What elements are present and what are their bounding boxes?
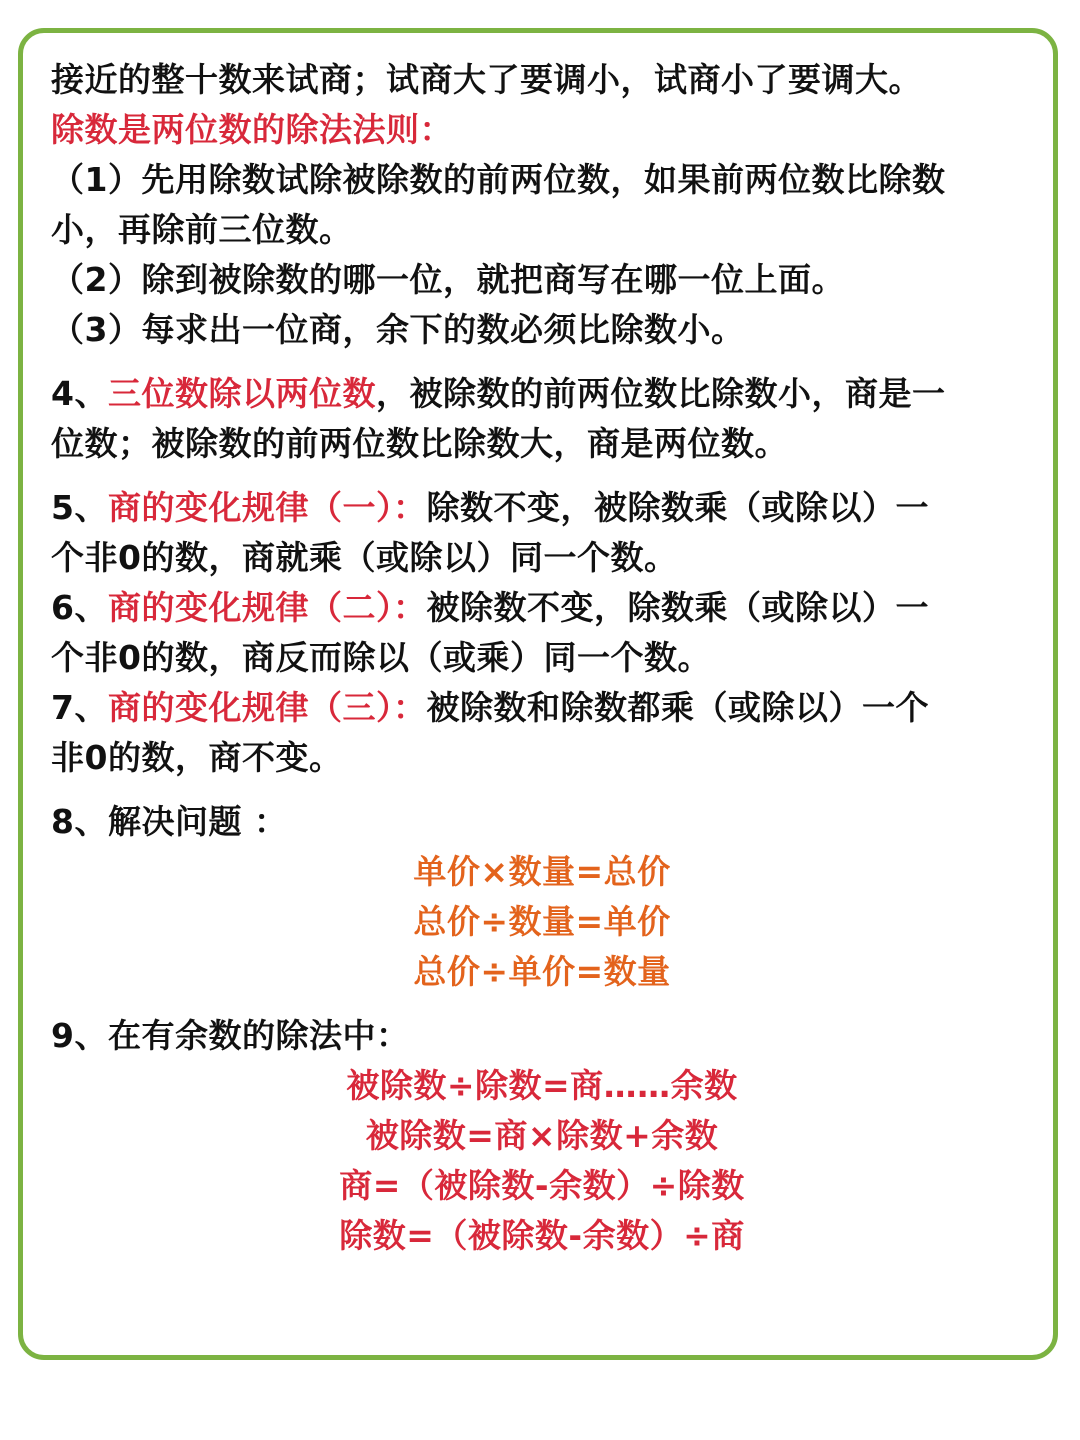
- point-4-line-2: 位数；被除数的前两位数比除数大，商是两位数。: [51, 424, 788, 463]
- rule-1-line-1: （1）先用除数试除被除数的前两位数，如果前两位数比除数: [51, 160, 946, 199]
- point-7-highlight: 商的变化规律（三）：: [107, 688, 427, 727]
- point-6-line-1: [51, 583, 1033, 633]
- rule-3: （3）每求出一位商，余下的数必须比除数小。: [51, 310, 745, 349]
- point-5-text: 除数不变，被除数乘（或除以）一: [426, 488, 929, 527]
- point-7-text: 被除数和除数都乘（或除以）一个: [426, 688, 929, 727]
- point-7-line-1: [51, 683, 1033, 733]
- point-8-heading: 8、解决问题 ：: [51, 802, 288, 841]
- formula-quantity: 总价÷单价=数量: [413, 952, 671, 991]
- formula-unit-price: 总价÷数量=单价: [413, 902, 671, 941]
- point-9-heading: 9、在有余数的除法中：: [51, 1016, 410, 1055]
- formula-divisor: 除数=（被除数-余数）÷商: [339, 1216, 745, 1255]
- formula-quotient: 商=（被除数-余数）÷除数: [339, 1166, 745, 1205]
- point-6-line-2: 个非0的数，商反而除以（或乘）同一个数。: [51, 638, 711, 677]
- rule-2: （2）除到被除数的哪一位，就把商写在哪一位上面。: [51, 260, 845, 299]
- point-6-text: 被除数不变，除数乘（或除以）一: [426, 588, 929, 627]
- point-4-text: ，被除数的前两位数比除数小，商是一: [375, 374, 946, 413]
- point-5-line-1: [51, 483, 1033, 533]
- notes-content: [51, 55, 1033, 1261]
- point-4-number: 4、: [51, 374, 108, 413]
- point-7-number: 7、: [51, 688, 108, 727]
- rule-1-line-2: 小，再除前三位数。: [51, 210, 353, 249]
- point-5-line-2: 个非0的数，商就乘（或除以）同一个数。: [51, 538, 678, 577]
- formula-total-price: 单价×数量=总价: [413, 852, 671, 891]
- rule-title: 除数是两位数的除法法则：: [51, 110, 453, 149]
- point-5-number: 5、: [51, 488, 108, 527]
- point-4-highlight: 三位数除以两位数: [107, 374, 376, 413]
- point-6-number: 6、: [51, 588, 108, 627]
- point-7-line-2: 非0的数，商不变。: [51, 738, 343, 777]
- trial-quotient-tip: 接近的整十数来试商；试商大了要调小，试商小了要调大。: [51, 60, 922, 99]
- formula-dividend: 被除数=商×除数+余数: [365, 1116, 719, 1155]
- point-5-highlight: 商的变化规律（一）：: [107, 488, 427, 527]
- point-4-line-1: [51, 369, 1033, 419]
- formula-division-remainder: 被除数÷除数=商……余数: [346, 1066, 738, 1105]
- point-6-highlight: 商的变化规律（二）：: [107, 588, 427, 627]
- notes-card: [18, 28, 1058, 1360]
